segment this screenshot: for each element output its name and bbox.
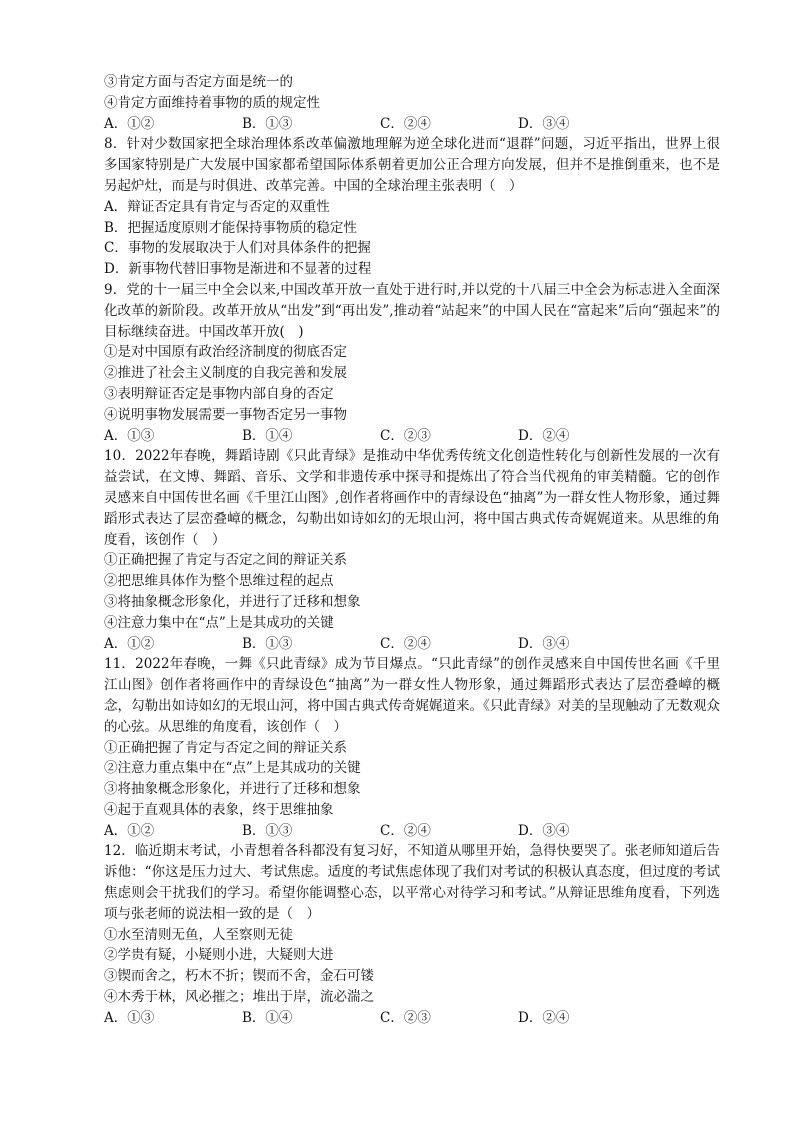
choice-b: B．①④ <box>242 427 293 444</box>
option-item: ③肯定方面与否定方面是统一的 <box>104 74 293 90</box>
exam-page <box>104 72 720 1029</box>
answer-choices <box>104 634 720 655</box>
choice-d: D．③④ <box>518 822 570 839</box>
option-item: ③表明辩证否定是事物内部自身的否定 <box>104 385 334 402</box>
choice-d: D．③④ <box>518 115 570 132</box>
choice-c: C．事物的发展取决于人们对具体条件的把握 <box>104 240 371 257</box>
choice-d: D．②④ <box>518 427 570 444</box>
answer-choices <box>104 426 720 447</box>
choice-a: A．辩证否定具有肯定与否定的双重性 <box>104 198 330 215</box>
option-item: ①是对中国原有政治经济制度的彻底否定 <box>104 344 347 361</box>
choice-a: A．①② <box>104 115 155 132</box>
question-12-stem: 12．临近期末考试，小青想着各科都没有复习好，不知道从哪里开始，急得快要哭了。张老师知道后告诉他：“你这是压力过大、考试焦虑。适度的考试焦虑体现了我们对考试的积极认真态度，但过度的考试焦虑则会干扰我们的学习。希望你能调整心态，以平常心对待学习和考试。”从辩证思维角度看，下列选项与张老师的说法相一致的是（ ） <box>104 843 720 922</box>
choice-d: D．②④ <box>518 1009 570 1026</box>
option-item: ②把思维具体作为整个思维过程的起点 <box>104 573 334 590</box>
option-item: ①水至清则无鱼，人至察则无徒 <box>104 926 293 943</box>
choice-c: C．②④ <box>380 635 431 652</box>
choice-d: D．新事物代替旧事物是渐进和不显著的过程 <box>104 261 372 278</box>
option-item: ②学贵有疑，小疑则小进，大疑则大进 <box>104 947 334 964</box>
option-item: ①正确把握了肯定与否定之间的辩证关系 <box>104 739 347 756</box>
option-item: ④注意力集中在“点”上是其成功的关键 <box>104 614 334 631</box>
option-item: ②推进了社会主义制度的自我完善和发展 <box>104 365 347 382</box>
choice-b: B．把握适度原则才能保持事物质的稳定性 <box>104 219 357 236</box>
choice-c: C．②③ <box>380 427 431 444</box>
option-item: ①正确把握了肯定与否定之间的辩证关系 <box>104 552 347 569</box>
choice-b: B．①③ <box>242 635 293 652</box>
choice-b: B．①④ <box>242 1009 293 1026</box>
option-item: ③将抽象概念形象化，并进行了迁移和想象 <box>104 781 361 798</box>
option-item: ④肯定方面维持着事物的质的规定性 <box>104 94 320 111</box>
choice-a: A．①③ <box>104 427 155 444</box>
choice-b: B．①③ <box>242 115 293 132</box>
choice-c: C．②④ <box>380 822 431 839</box>
option-item: ④木秀于林，风必摧之；堆出于岸，流必湍之 <box>104 989 374 1006</box>
choice-c: C．②③ <box>380 1009 431 1026</box>
question-9-stem: 9．党的十一届三中全会以来,中国改革开放一直处于进行时,并以党的十八届三中全会为标志进入全面深化改革的新阶段。改革开放从“出发”到“再出发”,推动着“站起来”的中国人民在“富起来”后向“强起来”的目标继续奋进。中国改革开放( ) <box>104 281 720 340</box>
answer-choices <box>104 1008 720 1029</box>
option-item: ④说明事物发展需要一事物否定另一事物 <box>104 406 347 423</box>
option-item: ③锲而舍之，朽木不折；锲而不舍，金石可镂 <box>104 968 374 985</box>
answer-choices <box>104 821 720 842</box>
option-item: ②注意力重点集中在“点”上是其成功的关键 <box>104 760 361 777</box>
choice-a: A．①③ <box>104 1009 155 1026</box>
choice-c: C．②④ <box>380 115 431 132</box>
option-item: ④起于直观具体的表象，终于思维抽象 <box>104 801 334 818</box>
option-item: ③将抽象概念形象化，并进行了迁移和想象 <box>104 593 361 610</box>
question-10-stem: 10．2022年春晚，舞蹈诗剧《只此青绿》是推动中华优秀传统文化创造性转化与创新性发展的一次有益尝试，在文博、舞蹈、音乐、文学和非遗传承中探寻和提炼出了符合当代视角的审美精髓。它的创作灵感来自中国传世名画《千里江山图》,创作者将画作中的青绿设色“抽离”为一群女性人物形象，通过舞蹈形式表达了层峦叠嶂的概念，勾勒出如诗如幻的无垠山河，将中国古典式传奇娓娓道来。从思维的角度看，该创作（ ） <box>104 448 720 548</box>
question-8-stem: 8．针对少数国家把全球治理体系改革偏激地理解为逆全球化进而“退群”问题，习近平指出，世界上很多国家特别是广大发展中国家都希望国际体系朝着更加公正合理方向发展，但并不是推倒重来，也不是另起炉灶，而是与时俱进、改革完善。中国的全球治理主张表明（ ） <box>104 136 720 194</box>
question-11-stem: 11．2022年春晚，一舞《只此青绿》成为节目爆点。“只此青绿”的创作灵感来自中国传世名画《千里江山图》创作者将画作中的青绿设色“抽离”为一群女性人物形象，通过舞蹈形式表达了层峦叠嶂的概念，勾勒出如诗如幻的无垠山河，将中国古典式传奇娓娓道来。《只此青绿》对美的呈现触动了无数观众的心弦。从思维的角度看，该创作（ ） <box>104 656 720 735</box>
answer-choices <box>104 114 720 135</box>
choice-a: A．①② <box>104 822 155 839</box>
choice-a: A．①② <box>104 635 155 652</box>
choice-b: B．①③ <box>242 822 293 839</box>
choice-d: D．③④ <box>518 635 570 652</box>
